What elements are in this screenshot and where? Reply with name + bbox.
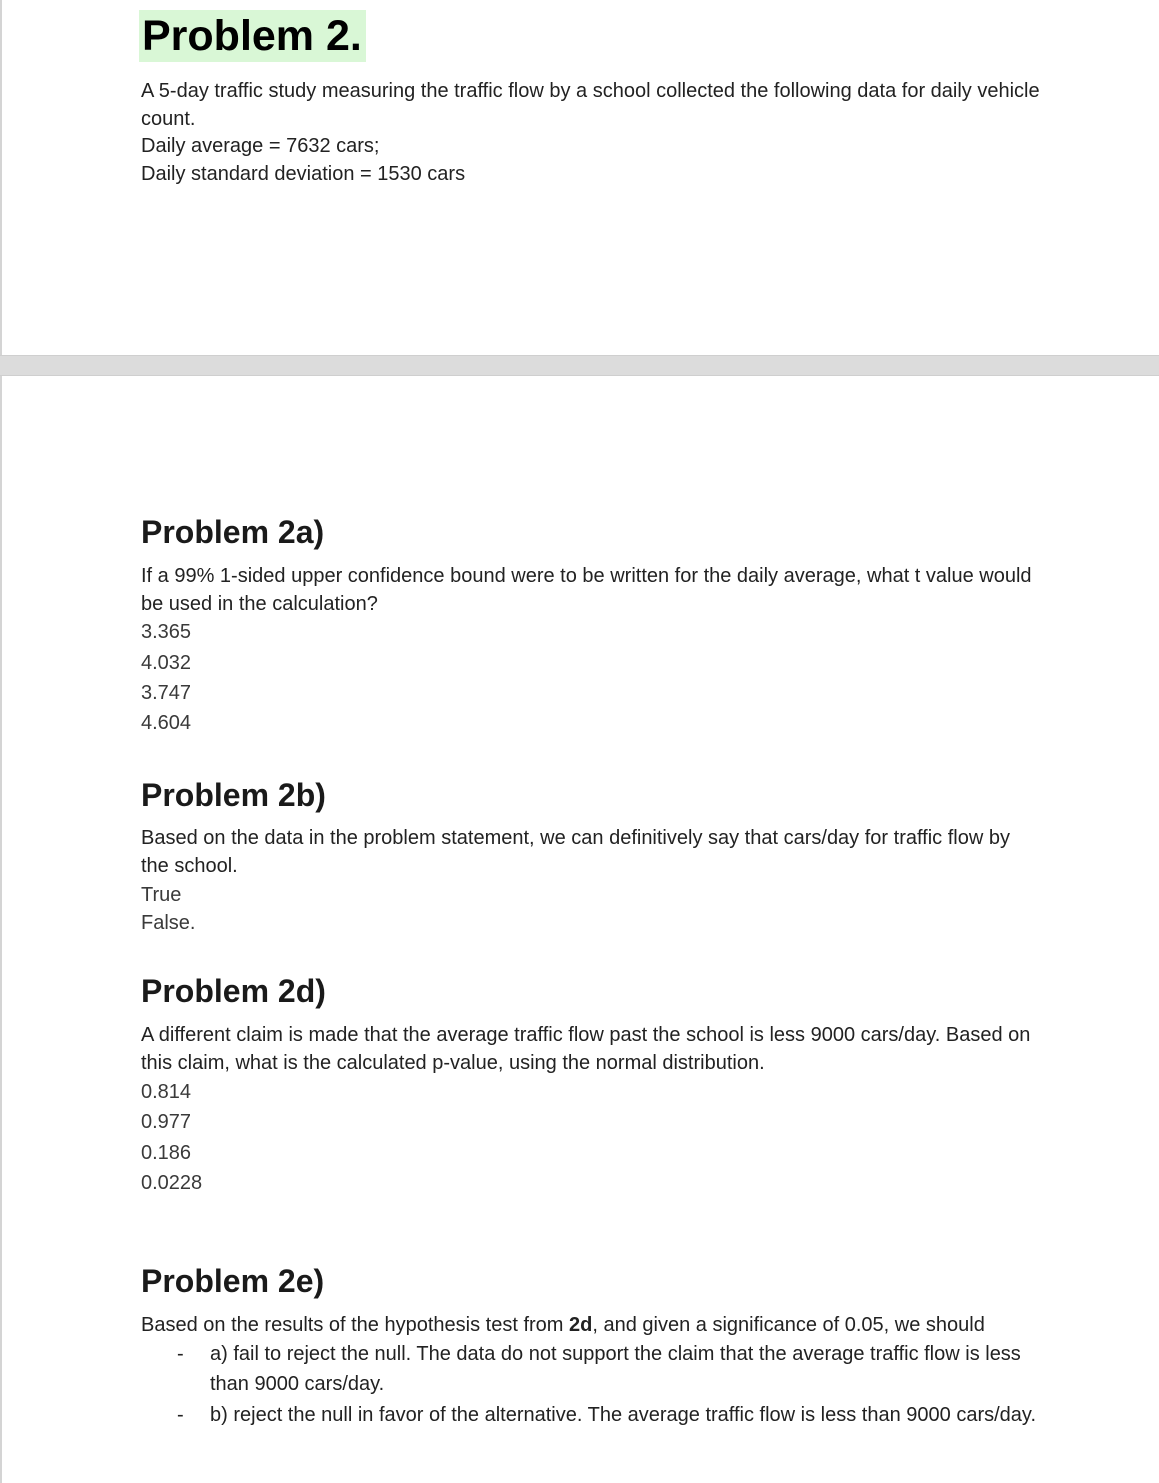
problem-2e-question-end: , and given a significance of 0.05, we should [592, 1314, 985, 1336]
problem-2d-option: 0.0228 [141, 1172, 203, 1194]
problem-2d-option: 0.814 [141, 1081, 192, 1103]
problem-2e-title: Problem 2e) [141, 1263, 325, 1299]
problem-2e-option-text: a) fail to reject the null. The data do not support the claim that the average traffic flow is less than 9000 cars/day. [210, 1343, 1021, 1395]
problem-2b-title: Problem 2b) [141, 777, 326, 813]
problem-2d-option: 0.977 [141, 1111, 192, 1133]
problem-2e-option-b [177, 1400, 1047, 1430]
problem-2a-option: 4.604 [141, 712, 192, 734]
problem-2d-question: A different claim is made that the average traffic flow past the school is less 9000 cars/day. Based on this claim, what is the calculated p-value, using the normal distribution. [141, 1024, 1031, 1074]
problem-2a-question: If a 99% 1-sided upper confidence bound were to be written for the daily average, what t value would be used in the calculation? [141, 565, 1032, 615]
problem-2b-option: True [141, 884, 182, 906]
problem-2-intro: A 5-day traffic study measuring the traffic flow by a school collected the following data for daily vehicle count. [141, 80, 1040, 130]
problem-2e-option-a [177, 1339, 1047, 1399]
problem-2d-title: Problem 2d) [141, 973, 326, 1009]
problem-2b-option: False. [141, 912, 196, 934]
problem-2a-option: 4.032 [141, 652, 192, 674]
problem-2e-question-start: Based on the results of the hypothesis test from [141, 1314, 570, 1336]
daily-std: Daily standard deviation = 1530 cars [141, 163, 466, 185]
problem-2-title: Problem 2. [139, 10, 366, 62]
problem-2a-option: 3.365 [141, 621, 192, 643]
page-1 [0, 0, 1159, 355]
bullet-dash: - [177, 1404, 184, 1426]
problem-2e-question [141, 1312, 1041, 1340]
problem-2d-option: 0.186 [141, 1142, 192, 1164]
problem-2e-option-text: b) reject the null in favor of the alternative. The average traffic flow is less than 9000 cars/day. [210, 1404, 1036, 1426]
problem-2a-title: Problem 2a) [141, 514, 325, 550]
bullet-dash: - [177, 1343, 184, 1365]
problem-2a-option: 3.747 [141, 682, 192, 704]
page-2 [0, 376, 1159, 1483]
problem-2b-question: Based on the data in the problem statement, we can definitively say that cars/day for traffic flow by the school. [141, 827, 1010, 877]
daily-average: Daily average = 7632 cars; [141, 135, 380, 157]
problem-2e-question-ref: 2d [569, 1314, 593, 1336]
page-separator [0, 355, 1159, 376]
